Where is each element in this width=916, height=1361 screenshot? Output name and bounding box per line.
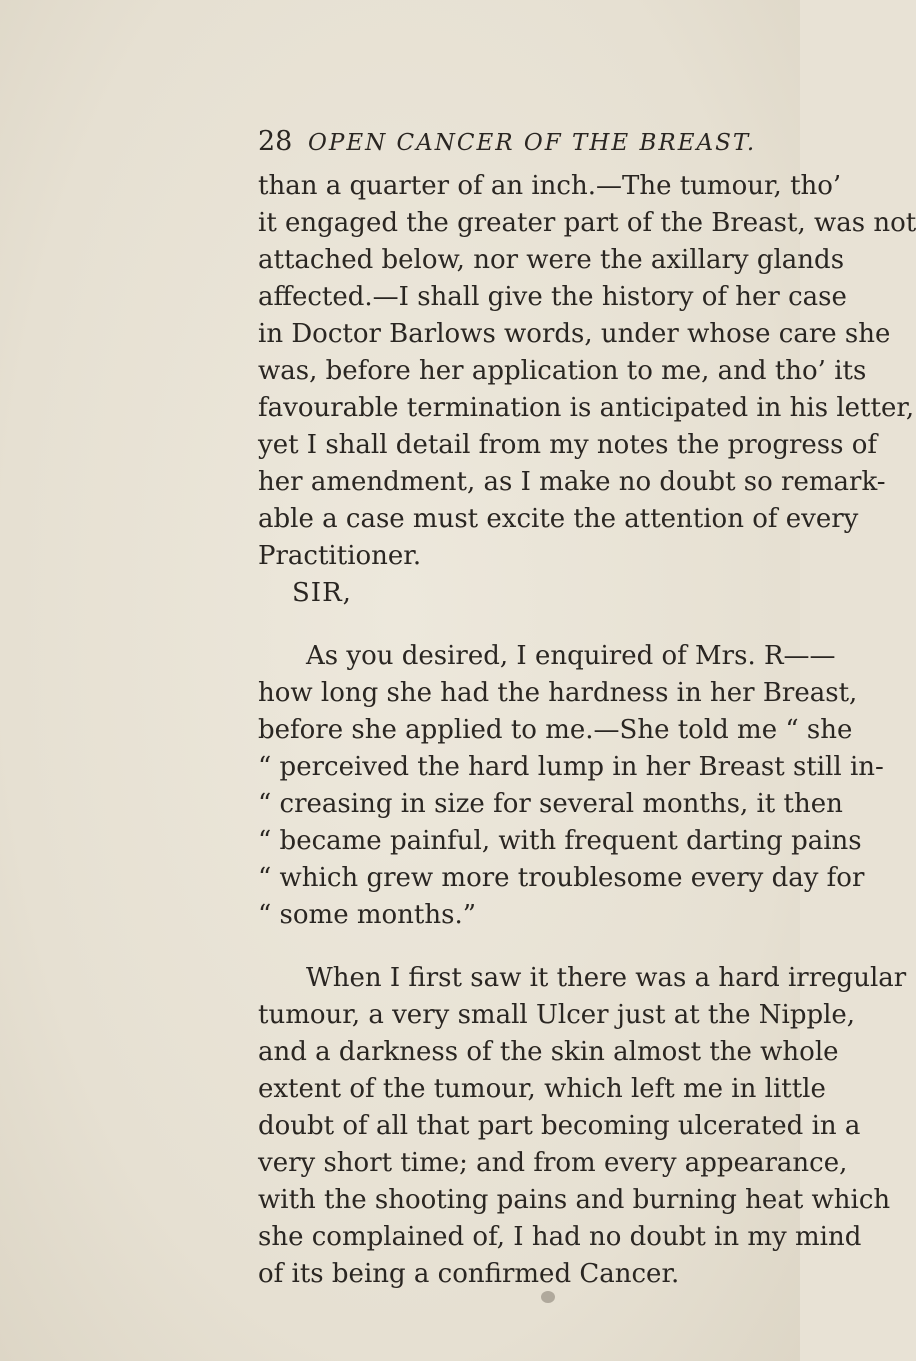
text-line: and a darkness of the skin almost the whole	[258, 1037, 839, 1067]
text-line: of its being a confirmed Cancer.	[258, 1259, 680, 1289]
text-line: she complained of, I had no doubt in my mind	[258, 1222, 862, 1252]
text-line: When I first saw it there was a hard irregular	[306, 963, 907, 993]
text-line: yet I shall detail from my notes the progress of	[258, 430, 878, 460]
text-line: affected.—I shall give the history of her case	[258, 282, 847, 312]
text-line: “ perceived the hard lump in her Breast still in-	[258, 752, 884, 782]
text-line: than a quarter of an inch.—The tumour, tho’	[258, 171, 842, 201]
text-line: Practitioner.	[258, 541, 422, 571]
salutation: SIR,	[292, 578, 352, 608]
text-line: attached below, nor were the axillary glands	[258, 245, 845, 275]
text-line: able a case must excite the attention of every	[258, 504, 859, 534]
text-line: her amendment, as I make no doubt so remark-	[258, 467, 886, 497]
running-title: OPEN CANCER OF THE BREAST.	[308, 130, 757, 156]
text-line: “ some months.”	[258, 900, 477, 930]
text-line: was, before her application to me, and tho’ its	[258, 356, 867, 386]
text-line: “ creasing in size for several months, it then	[258, 789, 843, 819]
paragraph-1	[258, 168, 916, 575]
text-line: extent of the tumour, which left me in little	[258, 1074, 826, 1104]
text-line: tumour, a very small Ulcer just at the Nipple,	[258, 1000, 856, 1030]
text-line: “ became painful, with frequent darting pains	[258, 826, 862, 856]
text-line: doubt of all that part becoming ulcerated in a	[258, 1111, 861, 1141]
paragraph-3	[258, 960, 907, 1293]
text-line: “ which grew more troublesome every day for	[258, 863, 865, 893]
text-line: favourable termination is anticipated in his letter,	[258, 393, 915, 423]
text-line: it engaged the greater part of the Breast, was not	[258, 208, 916, 238]
text-line: how long she had the hardness in her Breast,	[258, 678, 858, 708]
text-line: As you desired, I enquired of Mrs. R——	[306, 641, 836, 671]
paragraph-2	[258, 638, 884, 934]
ink-blot-icon	[536, 1286, 560, 1308]
page-number: 28	[258, 126, 293, 157]
text-line: with the shooting pains and burning heat which	[258, 1185, 891, 1215]
text-line: in Doctor Barlows words, under whose care she	[258, 319, 891, 349]
text-line: very short time; and from every appearance,	[258, 1148, 848, 1178]
text-line: before she applied to me.—She told me “ she	[258, 715, 853, 745]
